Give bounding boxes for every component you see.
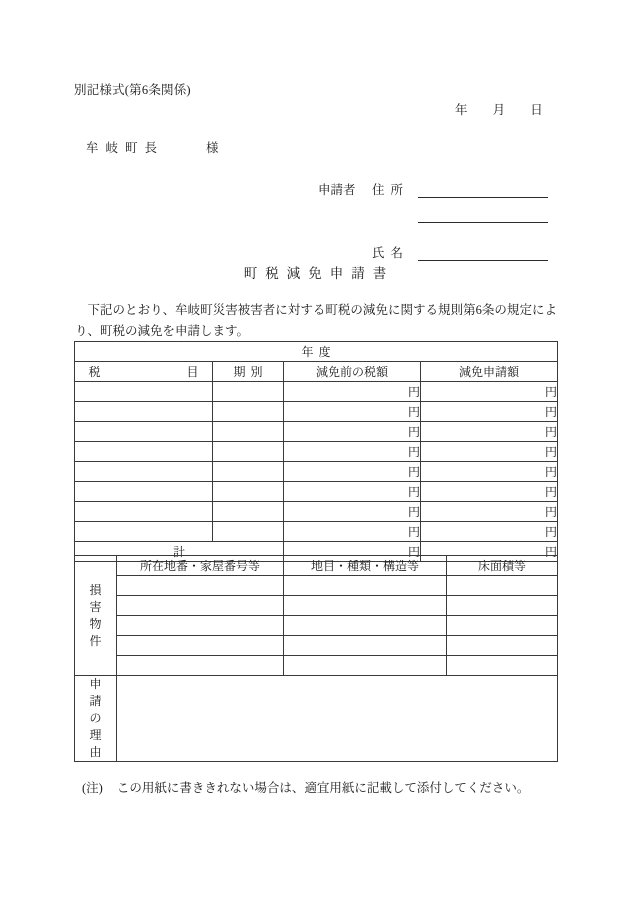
applicant-name-label: 氏名 xyxy=(372,246,410,260)
cell-reduction-request[interactable]: 円 xyxy=(421,442,558,462)
applicant-address-field-2[interactable] xyxy=(418,205,548,223)
footer-note-mark: (注) xyxy=(82,781,103,795)
applicant-address-row-2 xyxy=(318,198,548,223)
application-reason-table xyxy=(74,675,558,762)
cell-category[interactable] xyxy=(284,616,447,636)
damage-label-char-2: 害 xyxy=(89,599,102,614)
applicant-name-field[interactable] xyxy=(418,243,548,261)
body-paragraph xyxy=(75,300,557,342)
cell-tax-item[interactable] xyxy=(75,422,213,442)
cell-period[interactable] xyxy=(213,402,284,422)
cell-tax-item[interactable] xyxy=(75,402,213,422)
cell-location[interactable] xyxy=(117,596,284,616)
cell-tax-item[interactable] xyxy=(75,482,213,502)
cell-tax-before[interactable]: 円 xyxy=(284,482,421,502)
damage-label-char-4: 件 xyxy=(89,633,102,648)
cell-tax-item[interactable] xyxy=(75,382,213,402)
table-row-year-header xyxy=(75,342,558,362)
damaged-property-table xyxy=(74,555,558,676)
damage-label-char-1: 損 xyxy=(89,582,102,597)
table-row xyxy=(75,676,558,762)
cell-period[interactable] xyxy=(213,422,284,442)
footer-note xyxy=(82,778,529,796)
damage-label-char-3: 物 xyxy=(89,616,102,631)
cell-location[interactable] xyxy=(117,576,284,596)
applicant-address-label: 住所 xyxy=(372,183,410,197)
form-code-label: 別記様式(第6条関係) xyxy=(74,83,191,97)
cell-tax-item[interactable] xyxy=(75,522,213,542)
application-reason-field[interactable] xyxy=(117,676,558,762)
cell-period[interactable] xyxy=(213,482,284,502)
footer-note-text: この用紙に書ききれない場合は、適宜用紙に記載して添付してください。 xyxy=(116,781,530,795)
cell-tax-item[interactable] xyxy=(75,462,213,482)
cell-floor-area[interactable] xyxy=(447,596,558,616)
applicant-address-field[interactable] xyxy=(418,180,548,198)
cell-floor-area[interactable] xyxy=(447,636,558,656)
addressee xyxy=(86,138,219,156)
reason-label-char-5: 由 xyxy=(89,745,102,759)
total-label: 計 xyxy=(75,542,284,562)
cell-category[interactable] xyxy=(284,596,447,616)
cell-reduction-request[interactable]: 円 xyxy=(421,502,558,522)
applicant-label: 申請者 xyxy=(318,183,356,197)
cell-reduction-request[interactable]: 円 xyxy=(421,382,558,402)
table-row xyxy=(75,382,558,402)
column-header-tax-before: 減免前の税額 xyxy=(284,362,421,382)
cell-period[interactable] xyxy=(213,522,284,542)
cell-category[interactable] xyxy=(284,636,447,656)
application-reason-section-label xyxy=(75,676,117,762)
cell-reduction-request[interactable]: 円 xyxy=(421,422,558,442)
reason-label-char-1: 申 xyxy=(89,677,102,691)
cell-floor-area[interactable] xyxy=(447,656,558,676)
column-header-location: 所在地番・家屋番号等 xyxy=(117,556,284,576)
cell-reduction-request[interactable]: 円 xyxy=(421,462,558,482)
cell-period[interactable] xyxy=(213,382,284,402)
column-header-category: 地目・種類・構造等 xyxy=(284,556,447,576)
addressee-name: 牟岐町長 xyxy=(86,141,165,155)
cell-category[interactable] xyxy=(284,656,447,676)
applicant-address-row xyxy=(318,173,548,198)
table-row xyxy=(75,576,558,596)
cell-floor-area[interactable] xyxy=(447,616,558,636)
total-tax-before[interactable]: 円 xyxy=(284,542,421,562)
cell-tax-item[interactable] xyxy=(75,502,213,522)
cell-tax-before[interactable]: 円 xyxy=(284,462,421,482)
cell-tax-before[interactable]: 円 xyxy=(284,522,421,542)
cell-reduction-request[interactable]: 円 xyxy=(421,402,558,422)
body-paragraph-text: 下記のとおり、牟岐町災害被害者に対する町税の減免に関する規則第6条の規定により、町税の減免を申請します。 xyxy=(75,303,557,338)
table-row xyxy=(75,482,558,502)
table-row xyxy=(75,656,558,676)
cell-period[interactable] xyxy=(213,502,284,522)
page-title: 町税減免申請書 xyxy=(243,266,395,281)
date-line xyxy=(455,100,543,118)
cell-category[interactable] xyxy=(284,576,447,596)
cell-tax-before[interactable]: 円 xyxy=(284,502,421,522)
cell-tax-before[interactable]: 円 xyxy=(284,402,421,422)
table-row xyxy=(75,402,558,422)
cell-reduction-request[interactable]: 円 xyxy=(421,482,558,502)
total-reduction-request[interactable]: 円 xyxy=(421,542,558,562)
cell-tax-before[interactable]: 円 xyxy=(284,422,421,442)
applicant-block xyxy=(318,173,548,261)
column-header-reduction-request: 減免申請額 xyxy=(421,362,558,382)
cell-period[interactable] xyxy=(213,442,284,462)
table-row xyxy=(75,462,558,482)
cell-location[interactable] xyxy=(117,616,284,636)
reason-label-char-2: 請 xyxy=(89,694,102,708)
cell-reduction-request[interactable]: 円 xyxy=(421,522,558,542)
table-row xyxy=(75,596,558,616)
table-row xyxy=(75,502,558,522)
cell-location[interactable] xyxy=(117,656,284,676)
addressee-honorific: 様 xyxy=(206,141,219,155)
column-header-tax-item: 税 目 xyxy=(75,362,213,382)
column-header-period: 期別 xyxy=(213,362,284,382)
table-row-column-header xyxy=(75,362,558,382)
table-row xyxy=(75,636,558,656)
table-row-column-header xyxy=(75,556,558,576)
table-row xyxy=(75,616,558,636)
column-header-floor-area: 床面積等 xyxy=(447,556,558,576)
cell-location[interactable] xyxy=(117,636,284,656)
cell-tax-before[interactable]: 円 xyxy=(284,442,421,462)
tax-table-year-header: 年度 xyxy=(75,342,558,362)
reason-label-char-4: 理 xyxy=(89,728,102,742)
date-day-label: 日 xyxy=(530,103,543,117)
damaged-property-section-label xyxy=(75,556,117,676)
date-year-label: 年 xyxy=(455,103,468,117)
table-row xyxy=(75,422,558,442)
cell-floor-area[interactable] xyxy=(447,576,558,596)
reason-label-char-3: の xyxy=(89,711,102,725)
table-row xyxy=(75,442,558,462)
cell-tax-item[interactable] xyxy=(75,442,213,462)
table-row xyxy=(75,522,558,542)
cell-period[interactable] xyxy=(213,462,284,482)
tax-reduction-table xyxy=(74,341,558,562)
date-month-label: 月 xyxy=(492,103,506,117)
cell-tax-before[interactable]: 円 xyxy=(284,382,421,402)
applicant-name-row xyxy=(318,236,548,261)
